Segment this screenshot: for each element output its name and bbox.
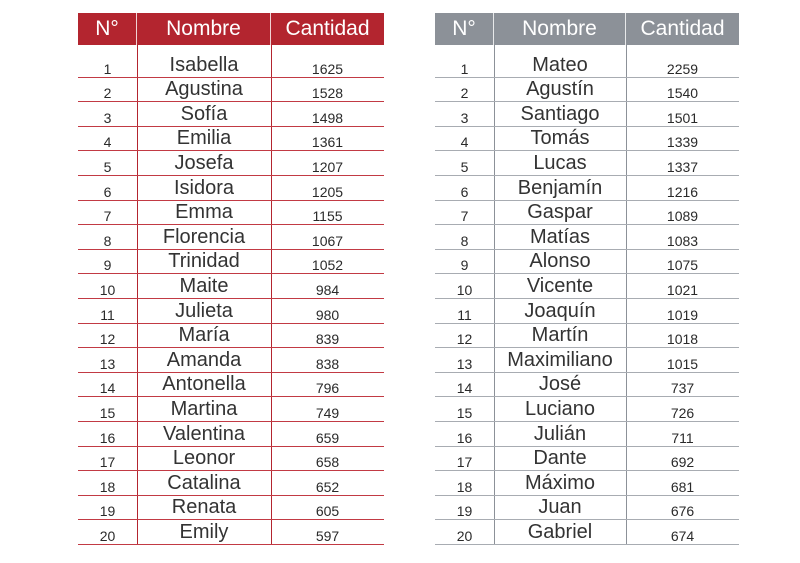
row-name: Santiago: [520, 102, 600, 125]
table-row: [78, 324, 384, 349]
row-name: Agustín: [526, 78, 594, 101]
row-number: 5: [460, 158, 469, 175]
table-row: [78, 471, 384, 496]
table-row: [78, 496, 384, 521]
table-row: [78, 176, 384, 201]
row-number: 8: [103, 232, 112, 249]
row-number: 14: [99, 380, 116, 397]
table-row: [435, 397, 739, 422]
row-quantity: 1207: [311, 158, 344, 175]
row-quantity: 674: [670, 527, 695, 544]
header-name: Nombre: [494, 13, 626, 45]
row-name: Leonor: [172, 447, 236, 470]
table-row: [435, 102, 739, 127]
row-name: Máximo: [524, 471, 595, 494]
table-row: [435, 53, 739, 78]
table-row: [78, 53, 384, 78]
row-quantity: 597: [315, 527, 340, 544]
table-row: [435, 201, 739, 226]
table-row: [78, 127, 384, 152]
table-row: [78, 151, 384, 176]
row-name: Emilia: [176, 127, 232, 150]
row-number: 20: [456, 527, 473, 544]
row-number: 12: [99, 331, 116, 348]
row-number: 4: [103, 134, 112, 151]
table-row: [435, 348, 739, 373]
table-row: [78, 348, 384, 373]
row-quantity: 605: [315, 503, 340, 520]
row-quantity: 1155: [312, 208, 343, 225]
row-quantity: 692: [670, 454, 695, 471]
table-row: [435, 373, 739, 398]
row-quantity: 658: [315, 454, 340, 471]
row-number: 11: [100, 306, 115, 323]
row-quantity: 1019: [666, 306, 699, 323]
header-number: N°: [435, 13, 494, 45]
row-quantity: 1083: [666, 232, 699, 249]
row-number: 18: [456, 478, 473, 495]
row-number: 17: [99, 454, 116, 471]
row-name: José: [538, 373, 582, 396]
table-row: [435, 127, 739, 152]
row-name: Maximiliano: [507, 348, 613, 371]
row-number: 2: [103, 85, 112, 102]
table-row: [435, 225, 739, 250]
table-header: [435, 13, 739, 45]
row-number: 7: [460, 208, 469, 225]
table-row: [78, 274, 384, 299]
row-number: 8: [460, 232, 469, 249]
row-number: 13: [456, 355, 473, 372]
row-quantity: 676: [670, 503, 695, 520]
row-name: Emma: [175, 201, 233, 224]
row-name: Mateo: [532, 53, 588, 76]
table-row: [78, 520, 384, 545]
table-row: [435, 447, 739, 472]
table-row: [435, 274, 739, 299]
row-quantity: 1205: [311, 183, 344, 200]
row-quantity: 652: [315, 478, 340, 495]
row-name: Agustina: [165, 78, 243, 101]
row-name: Luciano: [524, 397, 596, 420]
row-number: 2: [460, 85, 469, 102]
row-name: Maite: [179, 274, 229, 297]
boys-names-table: [435, 13, 739, 545]
row-number: 5: [103, 158, 112, 175]
row-quantity: 1498: [311, 109, 344, 126]
row-quantity: 1625: [311, 60, 344, 77]
table-row: [435, 176, 739, 201]
header-quantity: Cantidad: [640, 17, 725, 40]
row-name: Vicente: [526, 274, 594, 297]
row-number: 14: [456, 380, 473, 397]
row-name: Josefa: [174, 151, 234, 174]
row-number: 13: [99, 355, 116, 372]
row-quantity: 726: [670, 404, 695, 421]
row-quantity: 1361: [311, 134, 344, 151]
row-quantity: 1540: [666, 85, 699, 102]
table-row: [435, 250, 739, 275]
table-row: [435, 299, 739, 324]
row-name: Gaspar: [527, 201, 593, 224]
row-name: Renata: [171, 496, 237, 519]
row-quantity: 659: [315, 429, 340, 446]
header-name: Nombre: [137, 13, 271, 45]
row-quantity: 1501: [666, 109, 699, 126]
table-row: [78, 201, 384, 226]
row-name: Joaquín: [524, 299, 596, 322]
table-row: [78, 225, 384, 250]
table-body: [435, 45, 739, 545]
table-row: [78, 102, 384, 127]
table-row: [78, 447, 384, 472]
row-name: Lucas: [533, 151, 587, 174]
row-number: 12: [456, 331, 473, 348]
row-number: 17: [456, 454, 473, 471]
row-quantity: 984: [315, 281, 340, 298]
row-number: 16: [99, 429, 116, 446]
row-name: Matías: [529, 225, 591, 248]
table-row: [78, 397, 384, 422]
row-name: Benjamín: [517, 176, 603, 199]
table-row: [78, 250, 384, 275]
row-number: 15: [99, 404, 116, 421]
row-name: Florencia: [162, 225, 246, 248]
row-name: Tomás: [530, 127, 590, 150]
row-number: 20: [99, 527, 116, 544]
header-quantity: Cantidad: [285, 17, 370, 40]
row-name: Trinidad: [168, 250, 240, 273]
row-number: 11: [457, 306, 472, 323]
row-number: 7: [103, 208, 112, 225]
row-name: Juan: [538, 496, 582, 519]
row-number: 6: [460, 183, 469, 200]
row-quantity: 2259: [666, 60, 699, 77]
row-number: 9: [460, 257, 469, 274]
row-quantity: 1015: [666, 355, 699, 372]
table-row: [435, 471, 739, 496]
table-row: [435, 520, 739, 545]
row-number: 18: [99, 478, 116, 495]
girls-names-table: [78, 13, 384, 545]
row-name: Valentina: [163, 422, 245, 445]
table-row: [435, 422, 739, 447]
row-quantity: 1052: [311, 257, 344, 274]
row-name: Catalina: [167, 471, 241, 494]
row-quantity: 1337: [666, 158, 699, 175]
row-number: 19: [99, 503, 116, 520]
row-quantity: 1528: [311, 85, 344, 102]
row-number: 16: [456, 429, 473, 446]
row-quantity: 839: [315, 331, 340, 348]
row-quantity: 1075: [666, 257, 699, 274]
row-name: Martina: [170, 397, 238, 420]
row-name: Amanda: [166, 348, 242, 371]
row-quantity: 711: [671, 429, 694, 446]
row-number: 15: [456, 404, 473, 421]
row-number: 1: [103, 60, 112, 77]
table-row: [435, 496, 739, 521]
row-quantity: 749: [315, 404, 340, 421]
row-quantity: 1021: [666, 281, 699, 298]
row-number: 4: [460, 134, 469, 151]
row-number: 3: [103, 109, 112, 126]
row-name: Gabriel: [527, 520, 593, 543]
table-row: [435, 151, 739, 176]
row-name: Isabella: [169, 53, 239, 76]
row-quantity: 1089: [666, 208, 699, 225]
row-name: María: [178, 324, 230, 347]
row-quantity: 681: [670, 478, 695, 495]
table-row: [78, 373, 384, 398]
row-quantity: 796: [315, 380, 340, 397]
row-number: 19: [456, 503, 473, 520]
row-quantity: 1018: [666, 331, 699, 348]
header-number: N°: [78, 13, 137, 45]
table-row: [435, 324, 739, 349]
row-name: Emily: [179, 520, 229, 543]
row-quantity: 980: [315, 306, 340, 323]
row-name: Isidora: [173, 176, 235, 199]
row-name: Alonso: [529, 250, 591, 273]
row-name: Julián: [533, 422, 587, 445]
table-body: [78, 45, 384, 545]
row-name: Dante: [533, 447, 587, 470]
table-header: [78, 13, 384, 45]
row-number: 10: [99, 281, 116, 298]
row-quantity: 737: [670, 380, 695, 397]
row-name: Martín: [531, 324, 589, 347]
row-name: Julieta: [175, 299, 233, 322]
row-number: 3: [460, 109, 469, 126]
row-quantity: 838: [315, 355, 340, 372]
row-name: Antonella: [162, 373, 246, 396]
table-row: [78, 78, 384, 103]
table-row: [78, 299, 384, 324]
row-quantity: 1216: [666, 183, 699, 200]
table-row: [78, 422, 384, 447]
row-name: Sofía: [180, 102, 228, 125]
row-quantity: 1067: [311, 232, 344, 249]
row-quantity: 1339: [666, 134, 699, 151]
table-row: [435, 78, 739, 103]
row-number: 9: [103, 257, 112, 274]
row-number: 10: [456, 281, 473, 298]
row-number: 6: [103, 183, 112, 200]
row-number: 1: [460, 60, 469, 77]
